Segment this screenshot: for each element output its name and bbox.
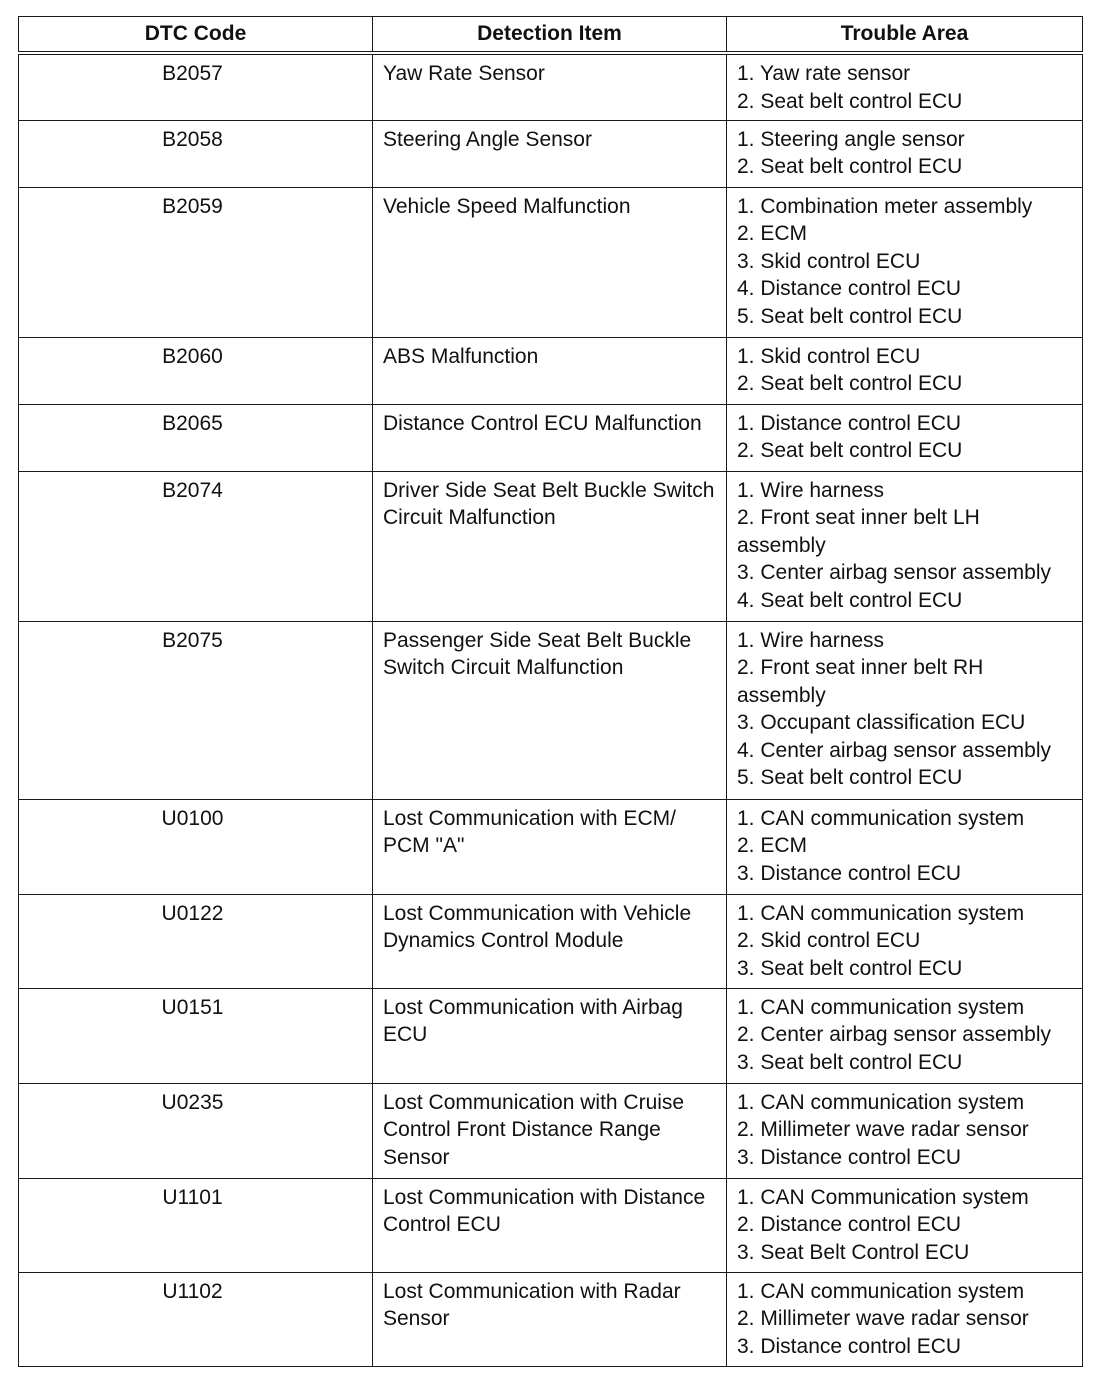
dtc-code: B2074: [162, 478, 223, 502]
trouble-area-item: 3. Center airbag sensor assembly: [737, 561, 1051, 584]
dtc-code: U0151: [161, 995, 224, 1019]
detection-item: Lost Communication with Radar Sensor: [373, 1272, 727, 1366]
dtc-code-cell: [19, 471, 373, 621]
trouble-area-item: 3. Occupant classification ECU: [737, 711, 1026, 734]
dtc-code-cell: [19, 404, 373, 471]
trouble-area-item: 2. Distance control ECU: [737, 1213, 962, 1236]
trouble-area-item: 4. Distance control ECU: [737, 277, 962, 300]
header-detection-item: Detection Item: [373, 17, 727, 54]
trouble-area-item: 2. ECM: [737, 222, 808, 245]
trouble-area-item: 1. CAN communication system: [737, 995, 1025, 1019]
table-row: [19, 187, 1083, 337]
trouble-area-item: 3. Seat Belt Control ECU: [737, 1240, 970, 1264]
trouble-area-cell: [727, 621, 1083, 799]
detection-item: Lost Communication with Cruise Control Front Distance Range Sensor: [373, 1083, 727, 1178]
trouble-area-cell: [727, 53, 1083, 120]
table-row: [19, 53, 1083, 120]
trouble-area-cell: [727, 1272, 1083, 1366]
dtc-code: U0100: [161, 806, 224, 830]
trouble-area-item: 2. Seat belt control ECU: [737, 372, 963, 395]
table-body: [19, 53, 1083, 1366]
header-row: [19, 17, 1083, 54]
trouble-area-item: 1. CAN communication system: [737, 901, 1025, 925]
trouble-area-item: 1. CAN communication system: [737, 806, 1025, 830]
header-trouble-area: Trouble Area: [727, 17, 1083, 54]
trouble-area-item: 1. CAN communication system: [737, 1279, 1025, 1303]
dtc-code-cell: [19, 621, 373, 799]
dtc-code-cell: [19, 120, 373, 187]
dtc-code-cell: [19, 337, 373, 404]
trouble-area-cell: [727, 988, 1083, 1083]
table-row: [19, 988, 1083, 1083]
dtc-code-cell: [19, 988, 373, 1083]
detection-item: Lost Communication with ECM/ PCM "A": [373, 799, 727, 894]
trouble-area-cell: [727, 894, 1083, 988]
trouble-area-item: 4. Center airbag sensor assembly: [737, 738, 1051, 762]
trouble-area-item: 2. Seat belt control ECU: [737, 89, 963, 113]
trouble-area-item: 5. Seat belt control ECU: [737, 766, 963, 789]
trouble-area-item: 3. Distance control ECU: [737, 1334, 962, 1358]
detection-item: Lost Communication with Distance Control ECU: [373, 1178, 727, 1272]
trouble-area-item: 2. Millimeter wave radar sensor: [737, 1118, 1029, 1141]
table-header: [19, 17, 1083, 54]
trouble-area-item: 2. Seat belt control ECU: [737, 155, 963, 178]
dtc-code: B2065: [162, 411, 223, 435]
trouble-area-item: 2. Seat belt control ECU: [737, 439, 963, 462]
table-row: [19, 1272, 1083, 1366]
table-row: [19, 1083, 1083, 1178]
dtc-code-cell: [19, 187, 373, 337]
dtc-code-cell: [19, 894, 373, 988]
dtc-code-cell: [19, 53, 373, 120]
dtc-code-cell: [19, 1178, 373, 1272]
trouble-area-item: 2. Front seat inner belt RH assembly: [737, 656, 984, 707]
trouble-area-item: 1. Combination meter assembly: [737, 194, 1033, 218]
trouble-area-cell: [727, 1083, 1083, 1178]
trouble-area-item: 2. ECM: [737, 834, 808, 857]
detection-item: Vehicle Speed Malfunction: [373, 187, 727, 337]
dtc-code-cell: [19, 1272, 373, 1366]
detection-item: Distance Control ECU Malfunction: [373, 404, 727, 471]
trouble-area-item: 1. Steering angle sensor: [737, 127, 965, 151]
trouble-area-item: 1. CAN communication system: [737, 1090, 1025, 1114]
trouble-area-item: 2. Front seat inner belt LH assembly: [737, 506, 980, 557]
trouble-area-item: 3. Distance control ECU: [737, 861, 962, 885]
dtc-code: B2058: [162, 127, 223, 151]
trouble-area-item: 1. Distance control ECU: [737, 411, 962, 435]
dtc-code: U0122: [161, 901, 224, 925]
trouble-area-cell: [727, 404, 1083, 471]
trouble-area-item: 1. CAN Communication system: [737, 1185, 1029, 1209]
table-row: [19, 894, 1083, 988]
trouble-area-item: 1. Wire harness: [737, 628, 885, 652]
trouble-area-item: 3. Seat belt control ECU: [737, 956, 963, 980]
trouble-area-item: 1. Skid control ECU: [737, 344, 921, 368]
dtc-table-container: [18, 16, 1082, 1367]
trouble-area-item: 5. Seat belt control ECU: [737, 304, 963, 328]
trouble-area-cell: [727, 1178, 1083, 1272]
trouble-area-item: 1. Yaw rate sensor: [737, 62, 911, 85]
trouble-area-cell: [727, 337, 1083, 404]
trouble-area-cell: [727, 120, 1083, 187]
table-row: [19, 120, 1083, 187]
trouble-area-cell: [727, 799, 1083, 894]
table-row: [19, 799, 1083, 894]
detection-item: Lost Communication with Vehicle Dynamics Control Module: [373, 894, 727, 988]
detection-item: Driver Side Seat Belt Buckle Switch Circuit Malfunction: [373, 471, 727, 621]
trouble-area-item: 2. Center airbag sensor assembly: [737, 1023, 1051, 1046]
table-row: [19, 404, 1083, 471]
trouble-area-item: 3. Distance control ECU: [737, 1145, 962, 1169]
trouble-area-item: 3. Skid control ECU: [737, 249, 921, 273]
trouble-area-item: 3. Seat belt control ECU: [737, 1050, 963, 1074]
trouble-area-item: 2. Skid control ECU: [737, 929, 921, 952]
trouble-area-item: 4. Seat belt control ECU: [737, 588, 963, 612]
dtc-code: U0235: [161, 1090, 224, 1114]
trouble-area-cell: [727, 471, 1083, 621]
table-row: [19, 1178, 1083, 1272]
detection-item: ABS Malfunction: [373, 337, 727, 404]
dtc-code: U1101: [162, 1185, 223, 1209]
table-row: [19, 621, 1083, 799]
detection-item: Passenger Side Seat Belt Buckle Switch Circuit Malfunction: [373, 621, 727, 799]
dtc-code: U1102: [162, 1279, 223, 1303]
trouble-area-item: 1. Wire harness: [737, 478, 885, 502]
detection-item: Steering Angle Sensor: [373, 120, 727, 187]
detection-item: Lost Communication with Airbag ECU: [373, 988, 727, 1083]
detection-item: Yaw Rate Sensor: [373, 53, 727, 120]
dtc-code: B2075: [162, 628, 223, 652]
dtc-table: [18, 16, 1083, 1367]
dtc-code: B2060: [162, 344, 223, 368]
table-row: [19, 337, 1083, 404]
trouble-area-cell: [727, 187, 1083, 337]
header-dtc-code: DTC Code: [19, 17, 373, 54]
dtc-code: B2057: [162, 62, 223, 85]
table-row: [19, 471, 1083, 621]
dtc-code-cell: [19, 799, 373, 894]
dtc-code-cell: [19, 1083, 373, 1178]
trouble-area-item: 2. Millimeter wave radar sensor: [737, 1307, 1029, 1330]
dtc-code: B2059: [162, 194, 223, 218]
